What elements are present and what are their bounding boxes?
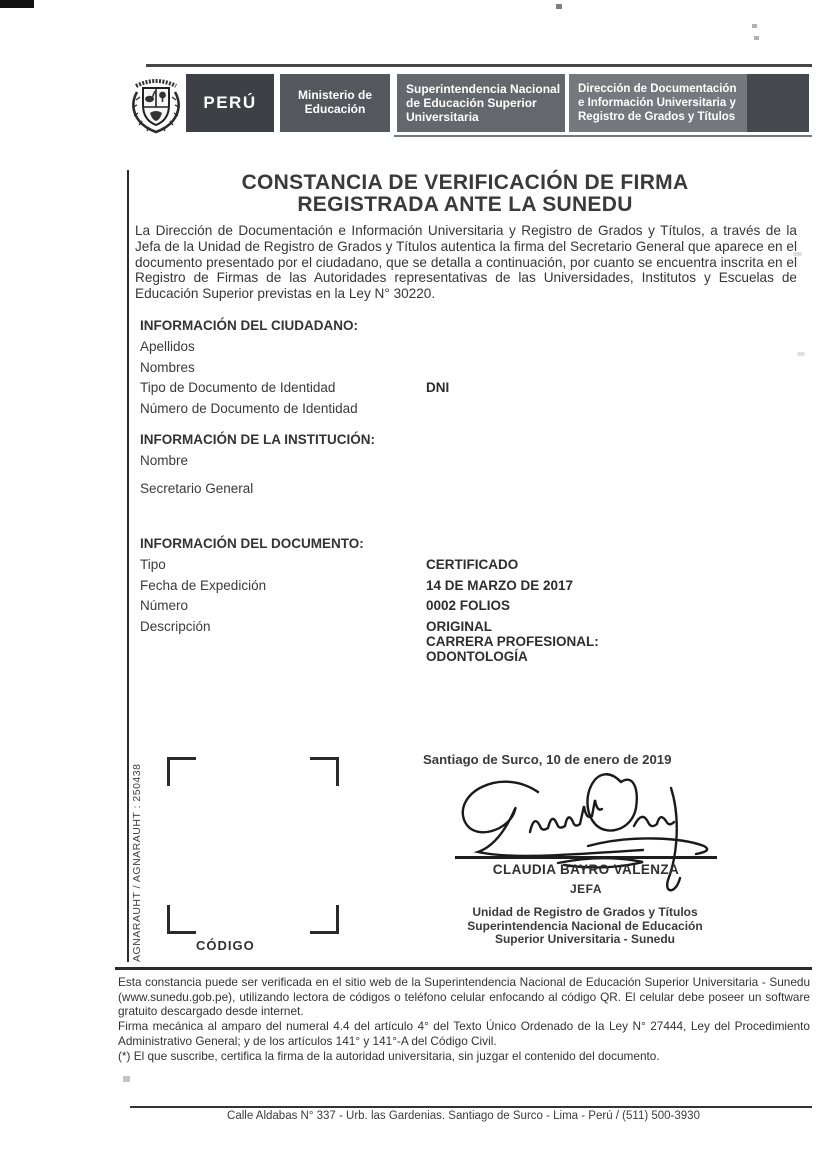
field-label: Nombres (140, 359, 195, 375)
footer-separator-rule (115, 967, 812, 970)
field-row-nombres (140, 360, 700, 381)
field-label: Fecha de Expedición (140, 577, 267, 593)
field-value (426, 619, 700, 664)
field-row-secretario-general (140, 481, 700, 502)
footer-note-legal: Firma mecánica al amparo del numeral 4.4 del artículo 4° del Texto Único Ordenado de la Ley N° 27444, Ley del Procedimiento Administrativo General; y de los artículos 141° y 141°-A del Código Civil. (118, 1019, 810, 1048)
header-bottom-rule (394, 135, 812, 137)
intro-paragraph: La Dirección de Documentación e Información Universitaria y Registro de Grados y Títulos, a través de la Jefa de la Unidad de Registro de Grados y Títulos autentica la firma del Secretario General que aparece en el documento presentado por el ciudadano, que se detalla a continuación, por cuanto se encuentra inscrita en el Registro de Firmas de las Autoridades representativas de las Universidades, Institutos y Escuelas de Educación Superior previstas en la Ley N° 30220. (135, 223, 797, 302)
field-label: Secretario General (140, 480, 254, 496)
signatory-role: JEFA (569, 882, 602, 896)
peru-brand-label: PERÚ (203, 93, 257, 112)
field-value: CERTIFICADO (426, 557, 519, 572)
field-row-numero (140, 598, 700, 619)
field-row-institucion-nombre (140, 453, 700, 474)
vertical-margin-code: AGNARAUHT / AGNARAUHT : 250438 (131, 763, 143, 962)
superintendence-box (397, 74, 565, 132)
field-row-numero-documento (140, 401, 700, 422)
qr-code-label: CÓDIGO (196, 938, 255, 953)
field-label: Nombre (140, 453, 189, 468)
qr-corner-icon (167, 905, 196, 934)
field-label: Descripción (140, 618, 211, 634)
footer-note-verification: Esta constancia puede ser verificada en el sitio web de la Superintendencia Nacional de Educación Superior Universitaria - Sunedu (www.sunedu.gob.pe), utilizando lectora de códigos o teléfono celular enfocando al código QR. El celular debe poseer un software gratuito descargado desde internet. (118, 975, 810, 1019)
field-label: Tipo (140, 557, 166, 572)
signatory-org-line3: Superior Universitaria - Sunedu (494, 932, 676, 946)
scan-speck (797, 352, 805, 356)
signatory-org-line1: Unidad de Registro de Grados y Títulos (472, 905, 698, 919)
qr-corner-icon (310, 757, 339, 786)
header-banner-tail (747, 74, 809, 132)
header-top-rule (146, 64, 812, 67)
signatory-org-line2: Superintendencia Nacional de Educación (467, 918, 703, 933)
peru-brand-box (186, 74, 274, 132)
field-row-descripcion (140, 619, 700, 664)
field-value: DNI (426, 380, 450, 395)
footer-address: Calle Aldabas N° 337 - Urb. las Gardenias. Santiago de Surco - Lima - Perú / (511) 500-3930 (227, 1110, 700, 1122)
qr-corner-icon (310, 905, 339, 934)
field-row-tipo-documento (140, 380, 700, 401)
signatory-org (430, 906, 740, 947)
section-document-heading: INFORMACIÓN DEL DOCUMENTO: (140, 536, 364, 551)
qr-corner-icon (167, 757, 196, 786)
ministry-label: Ministerio de Educación (297, 88, 372, 116)
field-value: 14 DE MARZO DE 2017 (426, 577, 574, 593)
description-line1: ORIGINAL (426, 618, 492, 634)
scan-speck (754, 36, 759, 40)
document-title-line1: CONSTANCIA DE VERIFICACIÓN DE FIRMA (241, 171, 689, 194)
document-title (135, 172, 795, 216)
field-label: Número (140, 598, 189, 613)
footer-note-disclaimer: (*) El que suscribe, certifica la firma de la autoridad universitaria, sin juzgar el contenido del documento. (118, 1048, 660, 1063)
ministry-box (280, 74, 390, 132)
section-citizen (140, 318, 700, 421)
field-label: Apellidos (140, 339, 195, 354)
document-title-line2: REGISTRADA ANTE LA SUNEDU (297, 193, 633, 216)
scan-artifact-corner (0, 0, 34, 8)
description-line2: CARRERA PROFESIONAL: ODONTOLOGÍA (426, 633, 599, 664)
footer-notes (118, 975, 810, 1063)
scan-speck (556, 4, 562, 9)
section-institution-heading: INFORMACIÓN DE LA INSTITUCIÓN: (140, 432, 375, 447)
header-banner (186, 74, 809, 132)
address-rule (130, 1106, 812, 1108)
signatory-name: CLAUDIA BAYRO VALENZA (492, 862, 680, 877)
scan-artifact-left-line (127, 170, 129, 962)
section-institution (140, 432, 700, 501)
qr-code-placeholder (167, 757, 339, 934)
field-value: 0002 FOLIOS (426, 598, 511, 613)
field-label: Número de Documento de Identidad (140, 400, 358, 416)
direction-label: Dirección de Documentación e Información Universitaria y Registro de Grados y Títulos (578, 82, 737, 123)
field-row-apellidos (140, 339, 700, 360)
scan-speck (752, 24, 757, 28)
peru-coat-of-arms-icon (127, 71, 185, 135)
section-citizen-heading: INFORMACIÓN DEL CIUDADANO: (140, 318, 358, 333)
issue-place-date: Santiago de Surco, 10 de enero de 2019 (423, 752, 672, 767)
field-row-fecha-expedicion (140, 578, 700, 599)
scan-speck (123, 1076, 130, 1082)
superintendence-label: Superintendencia Nacional de Educación Superior Universitaria (406, 81, 561, 125)
field-row-tipo (140, 557, 700, 578)
section-document (140, 536, 700, 664)
signature-rule (455, 856, 717, 859)
direction-box (569, 74, 747, 132)
field-label: Tipo de Documento de Identidad (140, 380, 336, 395)
